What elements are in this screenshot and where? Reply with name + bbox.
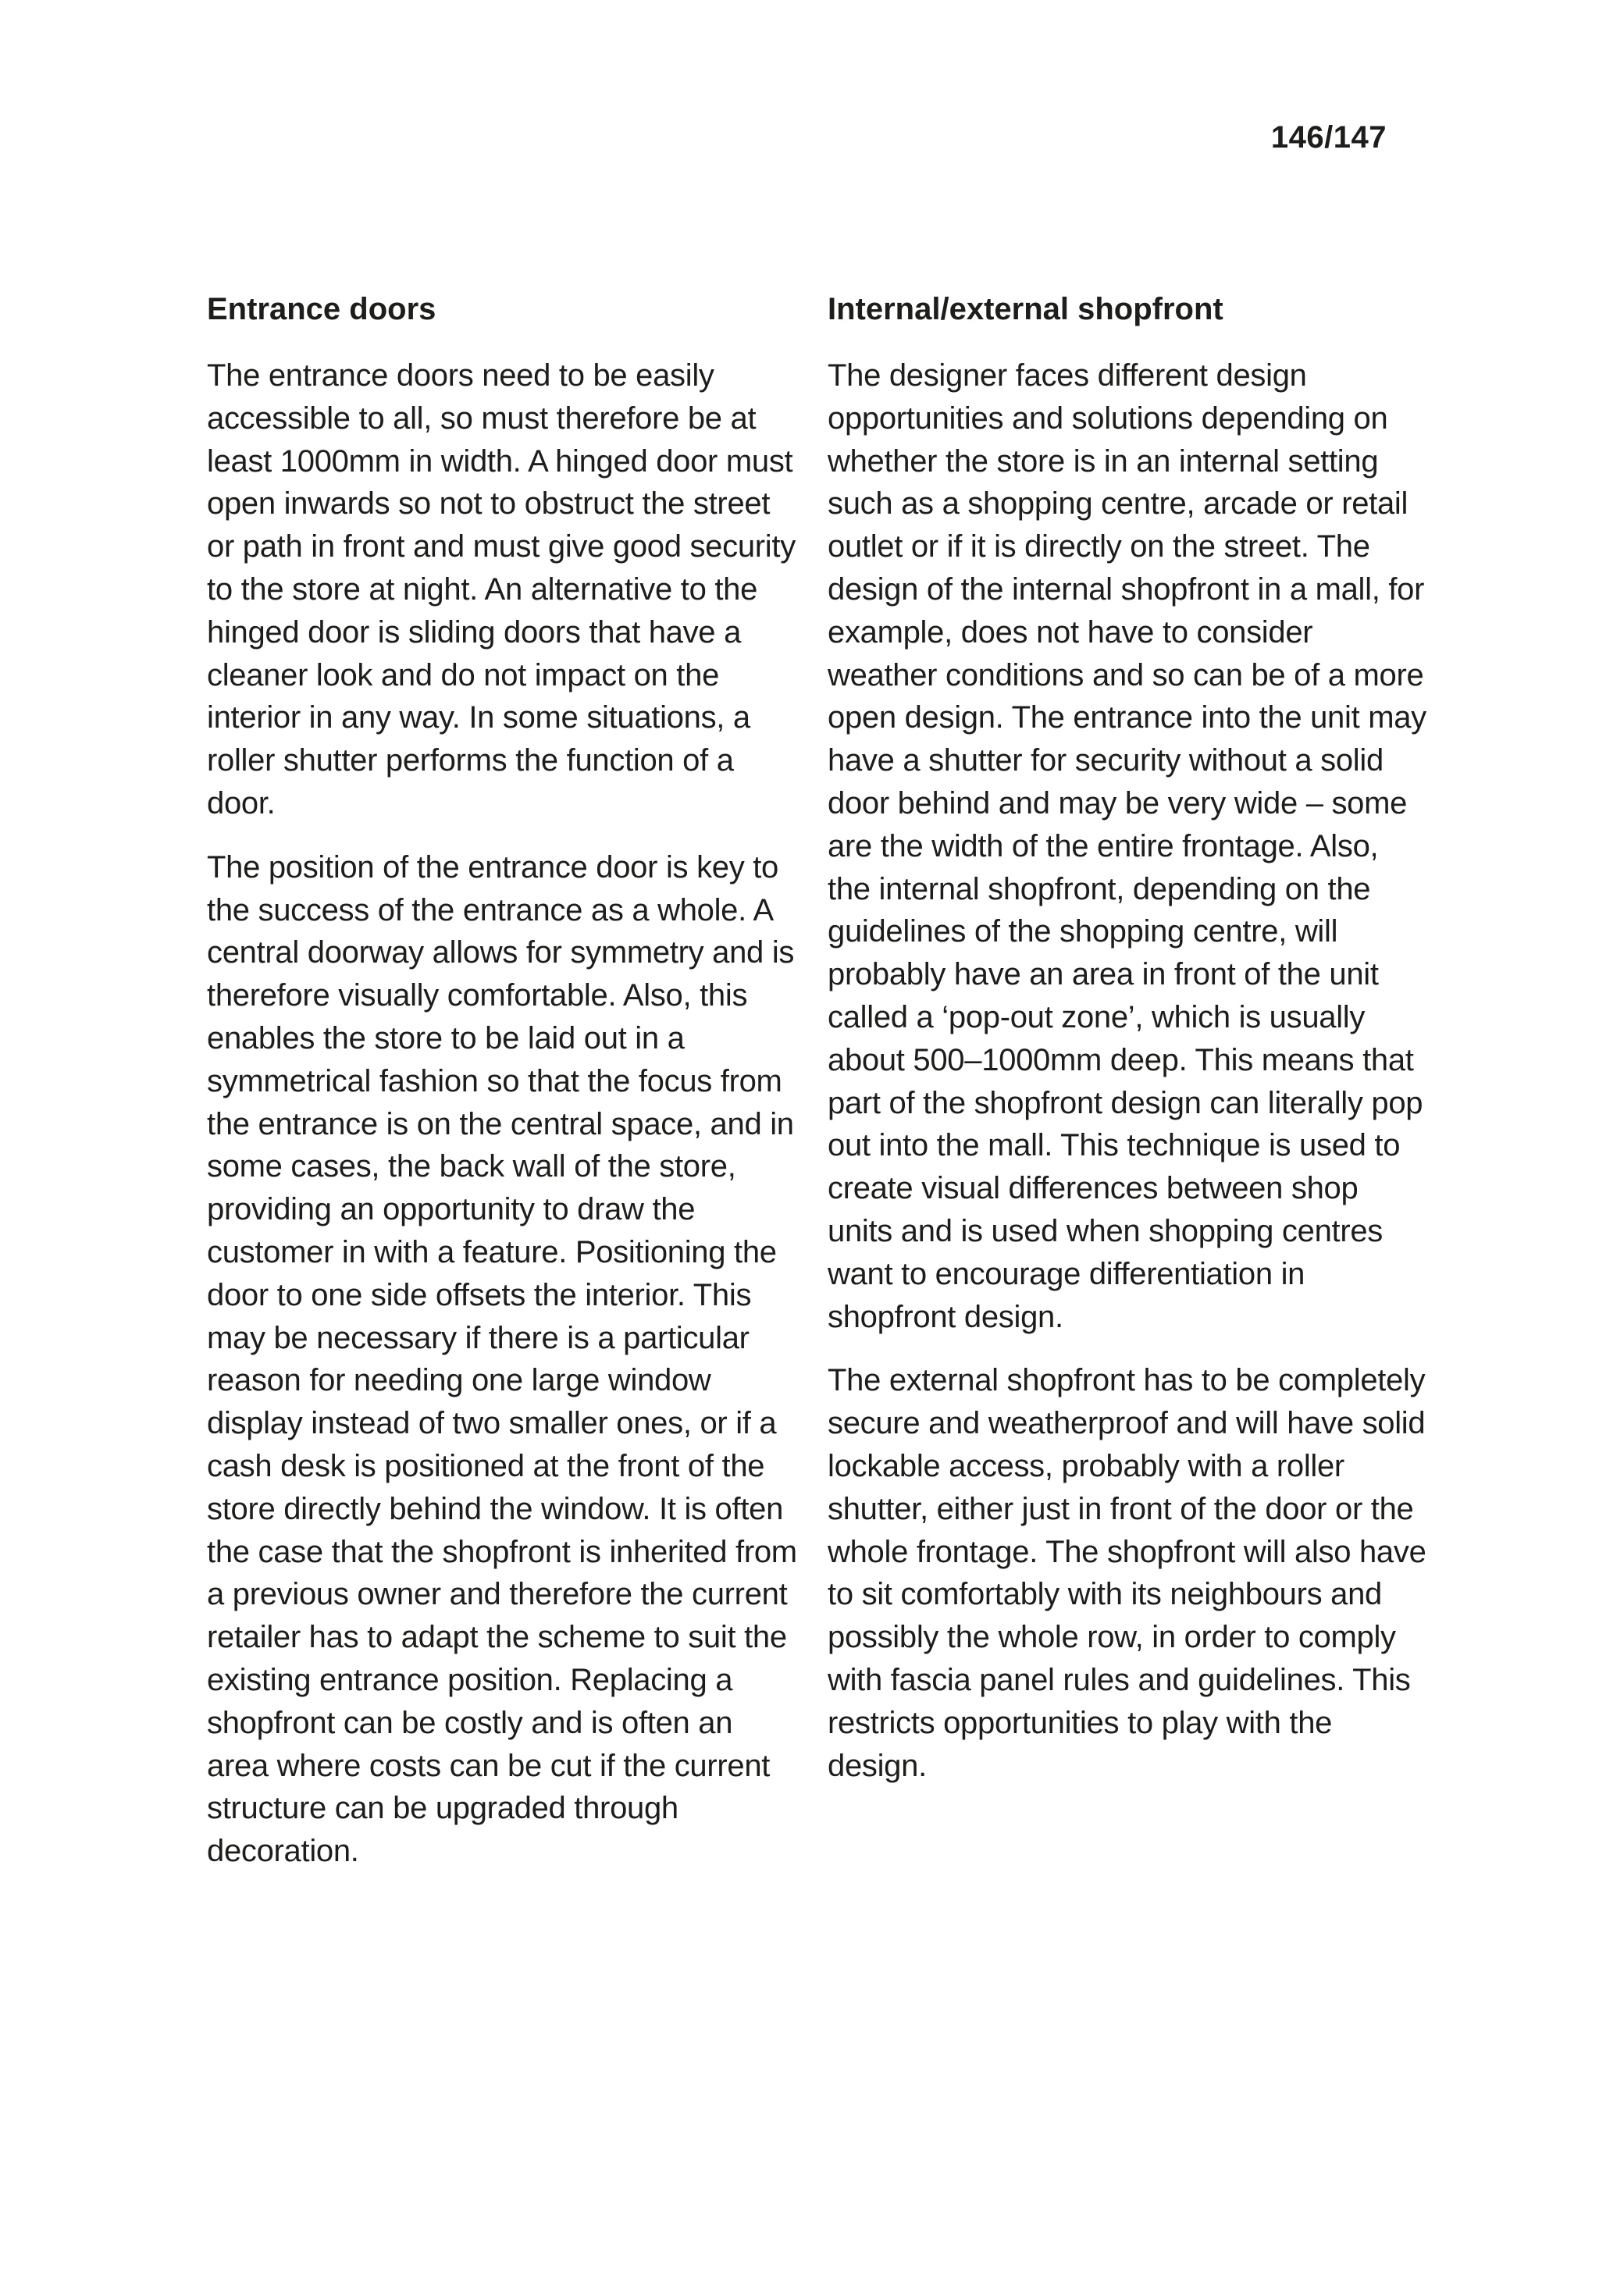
shopfront-heading: Internal/external shopfront — [828, 292, 1223, 326]
shopfront-paragraph-1: The designer faces different design opportunities and solutions depending on whether the store is in an internal setting such as a shopping centre, arcade or retail outlet or if it is directly on the street. The design of the internal shopfront in a mall, for example, does not have to consider weather conditions and so can be of a more open design. The entrance into the unit may have a shutter for security without a solid door behind and may be very wide – some are the width of the entire frontage. Also, the internal shopfront, depending on the guidelines of the shopping centre, will probably have an area in front of the unit called a ‘pop-out zone’, which is usually about 500–1000mm deep. This means that part of the shopfront design can literally pop out into the mall. This technique is used to create visual differences between shop units and is used when shopping centres want to encourage differentiation in shopfront design. — [828, 358, 1426, 1334]
entrance-doors-heading: Entrance doors — [207, 292, 436, 326]
shopfront-paragraph-2: The external shopfront has to be completely secure and weatherproof and will have solid lockable access, probably with a roller shutter, either just in front of the door or the whole frontage. The shopfront will also have to sit comfortably with its neighbours and possibly the whole row, in order to comply with fascia panel rules and guidelines. This restricts opportunities to play with the design. — [828, 1363, 1426, 1783]
right-column — [828, 290, 1429, 1808]
page-number: 146/147 — [1270, 120, 1387, 155]
left-column — [207, 290, 800, 1894]
entrance-doors-paragraph-1: The entrance doors need to be easily accessible to all, so must therefore be at least 1000mm in width. A hinged door must open inwards so not to obstruct the street or path in front and must give good security to the store at night. An alternative to the hinged door is sliding doors that have a cleaner look and do not impact on the interior in any way. In some situations, a roller shutter performs the function of a door. — [207, 358, 796, 821]
entrance-doors-paragraph-2: The position of the entrance door is key to the success of the entrance as a whole. A central doorway allows for symmetry and is therefore visually comfortable. Also, this enables the store to be laid out in a symmetrical fashion so that the focus from the entrance is on the central space, and in some cases, the back wall of the store, providing an opportunity to draw the customer in with a feature. Positioning the door to one side offsets the interior. This may be necessary if there is a particular reason for needing one large window display instead of two smaller ones, or if a cash desk is positioned at the front of the store directly behind the window. It is often the case that the shopfront is inherited from a previous owner and therefore the current retailer has to adapt the scheme to suit the existing entrance position. Replacing a shopfront can be costly and is often an area where costs can be cut if the current structure can be upgraded through decoration. — [207, 849, 797, 1869]
